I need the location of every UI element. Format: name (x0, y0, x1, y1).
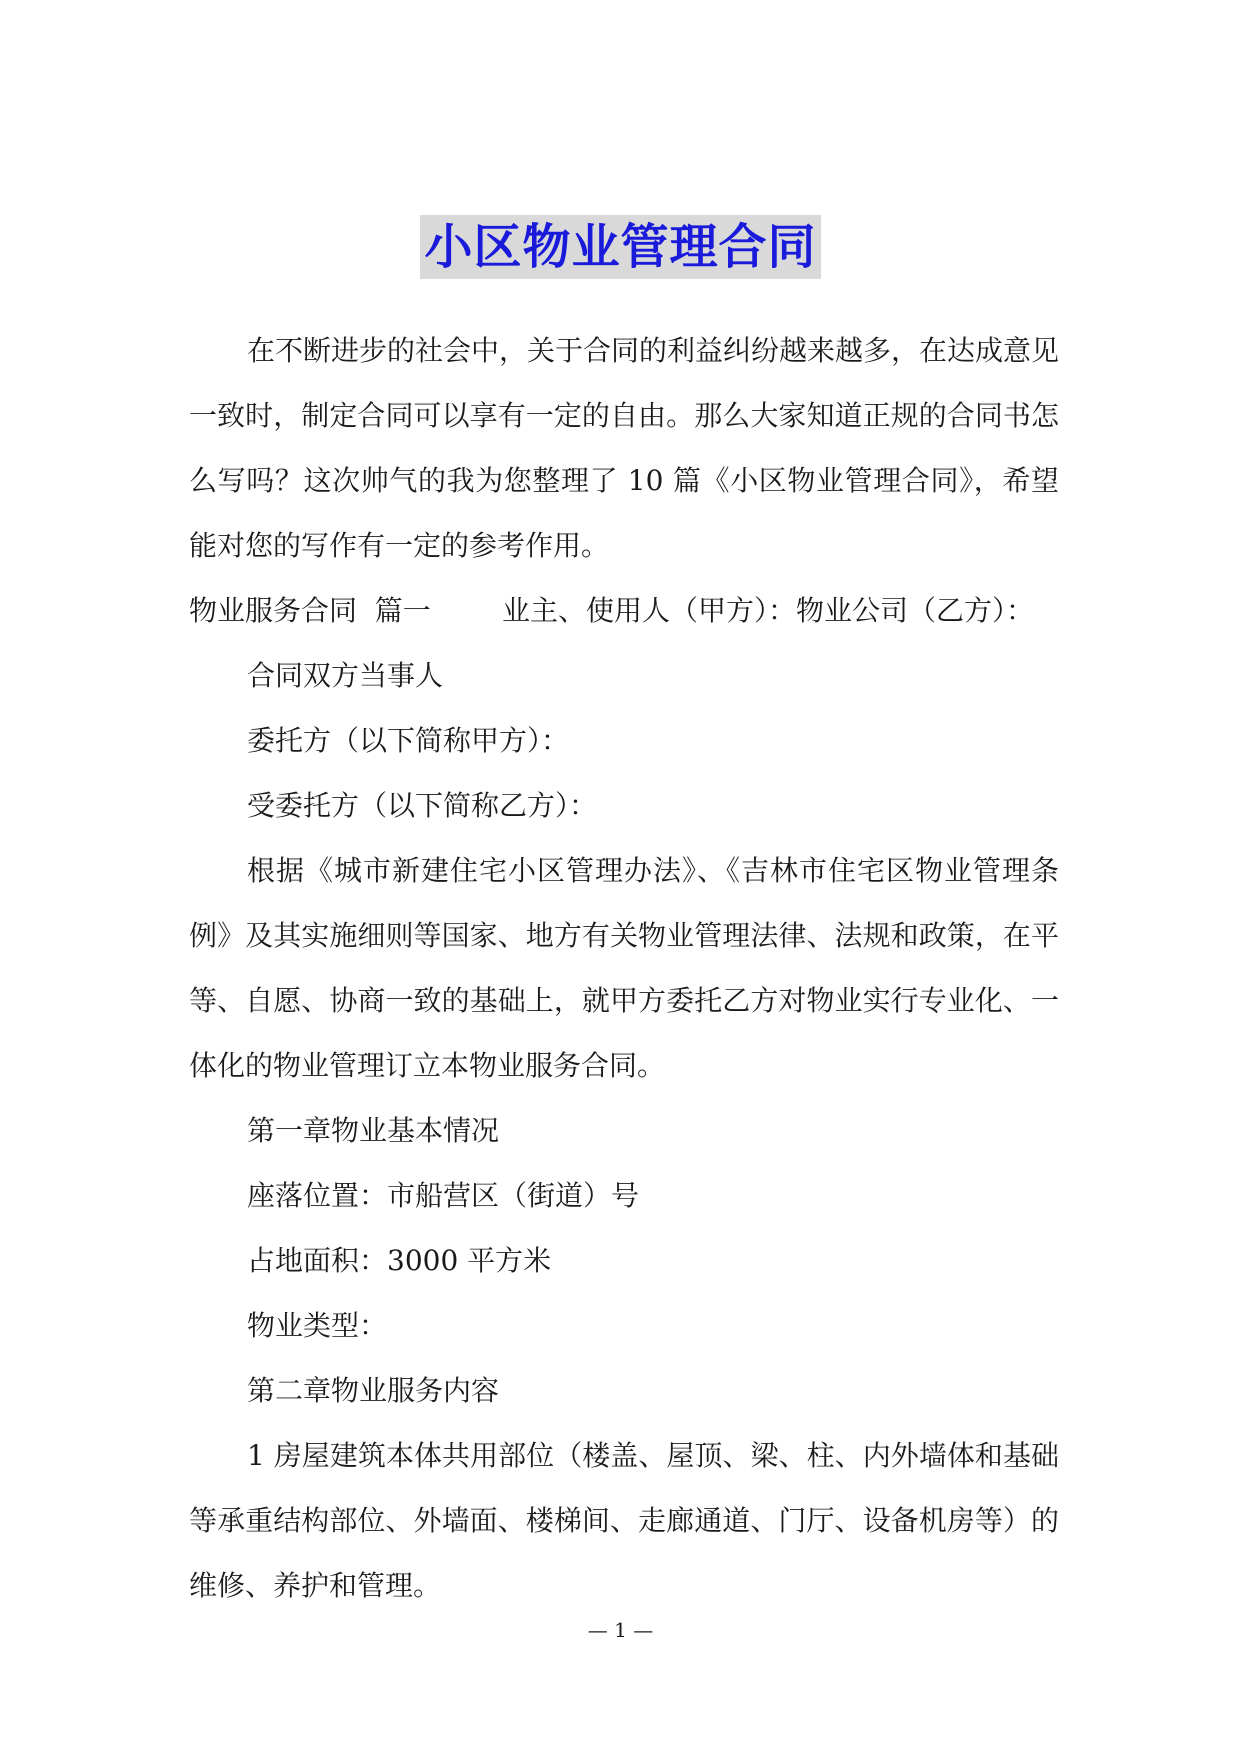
basis-paragraph: 根据《城市新建住宅小区管理办法》、《吉林市住宅区物业管理条例》及其实施细则等国家、地方有关物业管理法律、法规和政策，在平等、自愿、协商一致的基础上，就甲方委托乙方对物业实行专业化、一体化的物业管理订立本物业服务合同。 (189, 854, 1059, 1082)
title-container (0, 215, 1241, 279)
document-title: 小区物业管理合同 (420, 215, 820, 279)
contract-heading-line: 物业服务合同 篇一 业主、使用人（甲方）：物业公司（乙方）： (189, 594, 1035, 627)
chapter-2-heading: 第二章物业服务内容 (247, 1374, 500, 1407)
parties-paragraph: 合同双方当事人 (247, 659, 444, 692)
intro-paragraph: 在不断进步的社会中，关于合同的利益纠纷越来越多，在达成意见一致时，制定合同可以享有一定的自由。那么大家知道正规的合同书怎么写吗？这次帅气的我为您整理了 10 篇《小区物业管理合同》，希望能对您的写作有一定的参考作用。 (189, 334, 1060, 562)
chapter-1-heading: 第一章物业基本情况 (247, 1114, 500, 1147)
location-paragraph: 座落位置：市船营区（街道）号 (247, 1179, 640, 1212)
party-a-paragraph: 委托方（以下简称甲方）： (247, 724, 570, 757)
area-paragraph: 占地面积：3000 平方米 (247, 1244, 552, 1277)
document-body (189, 318, 1059, 1618)
page-number: — 1 — (587, 1618, 654, 1642)
item-1-paragraph: 1 房屋建筑本体共用部位（楼盖、屋顶、梁、柱、内外墙体和基础等承重结构部位、外墙面、楼梯间、走廊通道、门厅、设备机房等）的维修、养护和管理。 (189, 1439, 1059, 1602)
type-paragraph: 物业类型： (247, 1309, 388, 1342)
party-b-paragraph: 受委托方（以下简称乙方）： (247, 789, 598, 822)
